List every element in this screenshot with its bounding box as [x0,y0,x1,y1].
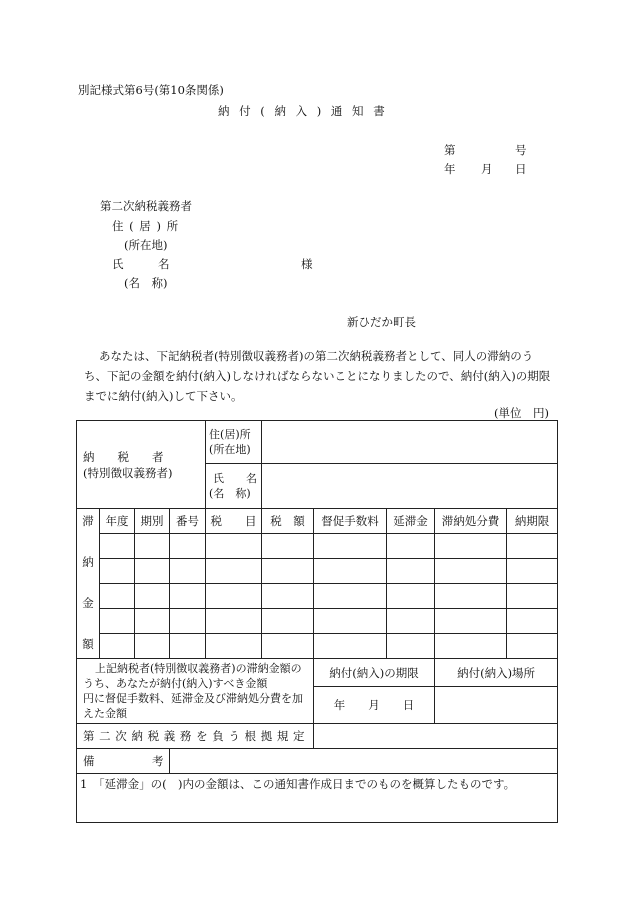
place-value-cell [435,687,558,724]
notice-table-main [76,420,558,823]
taxpayer-sub-label: (特別徴収義務者) [83,465,173,480]
table-row [77,534,558,559]
col-header-late-fee: 延滞金 [387,509,435,534]
col-header-tax-amount: 税 額 [262,509,314,534]
date-day: 日 [515,162,527,176]
form-number-label: 別記様式第6号(第10条関係) [78,83,224,97]
legal-basis-value [314,724,558,749]
date-month: 月 [481,162,493,176]
addressee-address-label: 住 ( 居 ) 所 [112,219,179,233]
col-header-reminder-fee: 督促手数料 [314,509,387,534]
doc-number-suffix: 号 [515,143,527,157]
arrears-side-label [77,509,100,659]
address-sub-label: (所在地) [209,443,251,457]
addressee-name-sub: (名 称) [124,276,168,290]
date-year: 年 [444,162,456,176]
remarks-value [170,749,558,774]
taxpayer-cell [77,421,206,509]
address-value-cell [262,421,558,464]
col-header-tax-item: 税 目 [206,509,262,534]
side-char-1: 滞 [82,514,94,528]
address-label-cell [206,421,262,464]
name-sub-label: (名 称) [209,487,251,501]
addressee-address-sub: (所在地) [124,238,168,252]
col-header-number: 番号 [170,509,206,534]
note-text: 1 「延滞金」の( )内の金額は、この通知書作成日までのものを概算したものです。 [80,777,516,791]
note-cell [77,774,558,823]
table-row [77,584,558,609]
sender-name: 新ひだか町長 [347,315,416,329]
side-char-3: 金 [82,596,94,610]
doc-number-prefix: 第 [444,143,456,157]
summary-text: 上記納税者(特別徴収義務者)の滞納金額のうち、あなたが納付(納入)すべき金額 円に督促手数料、延滞金及び滞納処分費を加えた金額 [83,662,312,720]
unit-label: (単位 円) [494,406,549,420]
table-row [77,559,558,584]
name-value-cell [262,464,558,509]
notice-body-text: あなたは、下記納税者(特別徴収義務者)の第二次納税義務者として、同人の滞納のうち、下記の金額を納付(納入)しなければならないことになりましたので、納付(納入)の期限までに納付(納入)して下さい。 [84,349,551,403]
remarks-label: 備 考 [77,749,170,774]
deadline-label-cell: 納付(納入)の期限 [314,659,435,687]
honorific: 様 [301,257,313,271]
col-header-disposition-cost: 滞納処分費 [435,509,507,534]
col-header-fiscal-year: 年度 [100,509,135,534]
side-char-2: 納 [82,555,94,569]
table-row [77,609,558,634]
name-label-cell [206,464,262,509]
col-header-due-date: 納期限 [507,509,558,534]
addressee-heading: 第二次納税義務者 [100,199,192,213]
taxpayer-label: 納 税 者 [83,449,164,464]
address-label: 住(居)所 [209,428,251,442]
addressee-name-label: 氏 名 [112,257,170,271]
name-label: 氏 名 [213,472,258,486]
summary-text-cell [77,659,314,724]
side-char-4: 額 [82,637,94,651]
deadline-date-cell: 年 月 日 [314,687,435,724]
table-row [77,634,558,659]
legal-basis-label: 第 二 次 納 税 義 務 を 負 う 根 拠 規 定 [77,724,314,749]
place-label-cell: 納付(納入)場所 [435,659,558,687]
col-header-period: 期別 [135,509,170,534]
page-title: 納 付 ( 納 入 ) 通 知 書 [218,104,385,118]
